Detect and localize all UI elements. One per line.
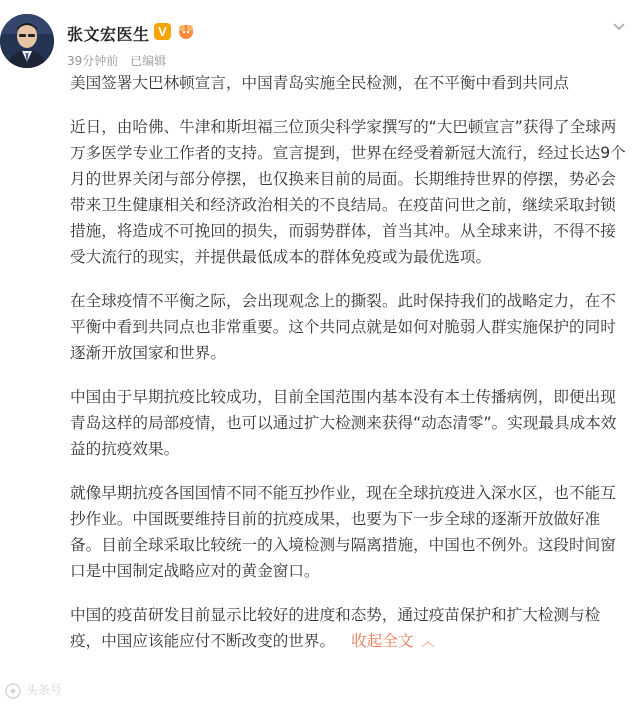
verified-badge: V <box>154 23 171 40</box>
post-paragraph: 在全球疫情不平衡之际，会出现观念上的撕裂。此时保持我们的战略定力，在不平衡中看到共同点也非常重要。这个共同点就是如何对脆弱人群实施保护的同时逐渐开放国家和世界。 <box>70 292 616 362</box>
post-body <box>70 70 630 674</box>
watermark-text: 头条号 <box>25 683 62 697</box>
post-paragraph: 近日，由哈佛、牛津和斯坦福三位顶尖科学家撰写的“大巴顿宣言”获得了全球两万多医学专业工作者的支持。宣言提到，世界在经受着新冠大流行，经过长达9个月的世界关闭与部分停摆，也仅换来目前的局面。长期维持世界的停摆，势必会带来卫生健康相关和经济政治相关的不良结局。在疫苗问世之前，继续采取封锁措施，将造成不可挽回的损失，而弱势群体，首当其冲。从全球来讲，不得不接受大流行的现实，并提供最低成本的群体免疫或为最优选项。 <box>70 118 626 266</box>
watermark <box>4 680 88 700</box>
post-paragraph: 美国签署大巴林顿宣言，中国青岛实施全民检测，在不平衡中看到共同点 <box>70 74 570 92</box>
chevron-down-icon[interactable] <box>612 20 626 34</box>
collapse-label: 收起全文 <box>351 632 414 650</box>
last-paragraph-text: 中国的疫苗研发目前显示比较好的进度和态势，通过疫苗保护和扩大检测与检疫，中国应该能应付不断改变的世界。 <box>70 606 601 650</box>
post-paragraph: 中国由于早期抗疫比较成功，目前全国范围内基本没有本土传播病例，即便出现青岛这样的局部疫情，也可以通过扩大检测来获得“动态清零”。实现最具成本效益的抗疫效果。 <box>70 388 617 458</box>
avatar-image <box>0 14 54 68</box>
post-paragraph: 就像早期抗疫各国国情不同不能互抄作业，现在全球抗疫进入深水区，也不能互抄作业。中国既要维持目前的抗疫成果，也要为下一步全球的逐渐开放做好准备。目前全球采取比较统一的入境检测与隔离措施，中国也不例外。这段时间窗口是中国制定战略应对的黄金窗口。 <box>70 484 616 580</box>
collapse-button[interactable] <box>351 632 434 650</box>
post-meta <box>67 52 174 69</box>
level-icon <box>176 22 196 40</box>
author-name[interactable]: 张文宏医生 <box>67 25 150 44</box>
post-paragraph-last <box>70 602 630 656</box>
watermark-icon <box>4 682 22 700</box>
chevron-up-icon: ︿ <box>421 635 435 650</box>
edited-label[interactable]: 已编辑 <box>130 54 167 68</box>
post-time: 39分钟前 <box>67 54 119 68</box>
post-header <box>0 0 641 76</box>
avatar[interactable] <box>0 14 54 68</box>
